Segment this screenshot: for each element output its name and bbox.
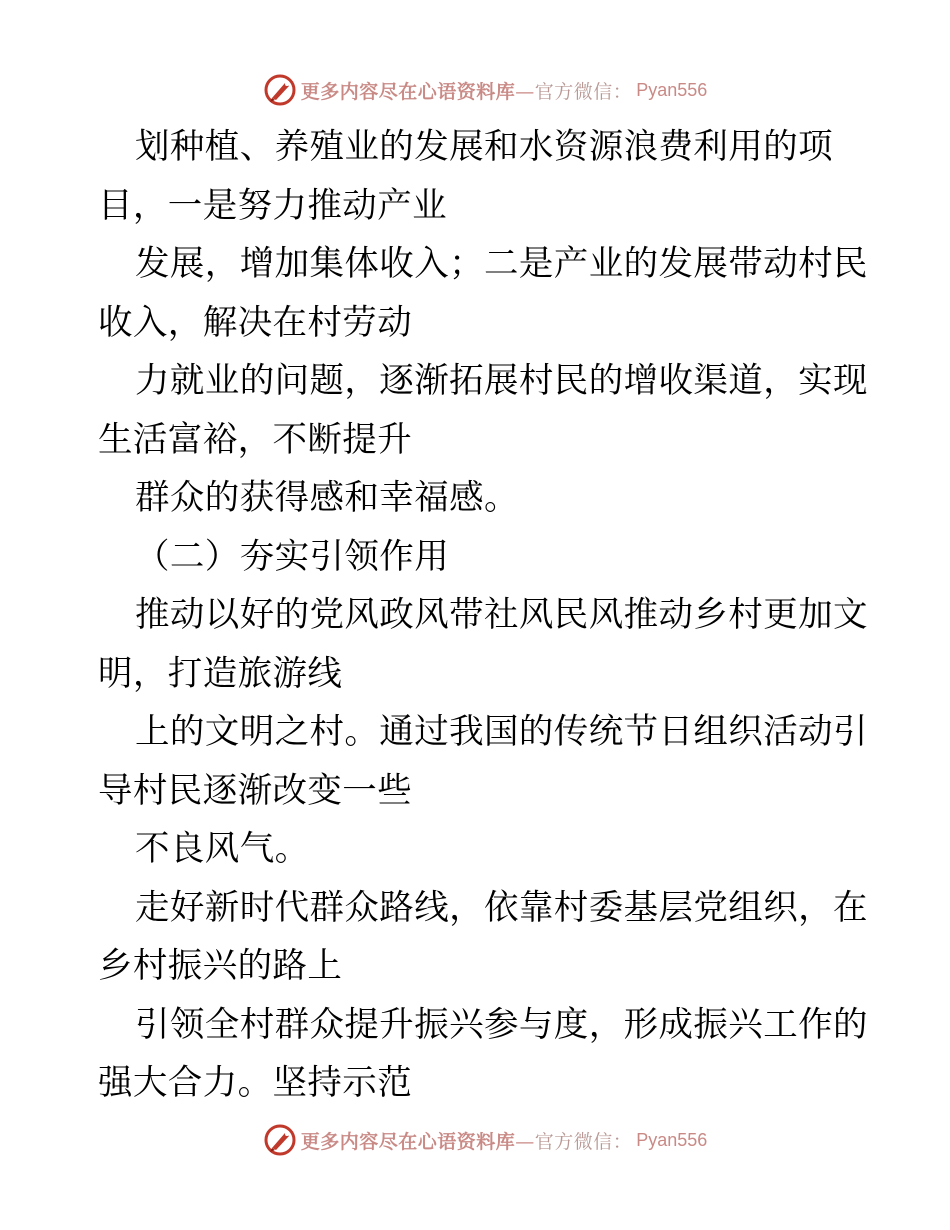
text-line: 目，一是努力推动产业	[98, 185, 447, 226]
text-line: 走好新时代群众路线，依靠村委基层党组织，在	[135, 887, 868, 928]
text-line: 引领全村群众提升振兴参与度，形成振兴工作的	[135, 1004, 868, 1045]
watermark-text	[301, 77, 633, 104]
watermark-brand: 更多内容尽在心语资料库	[300, 1130, 516, 1153]
text-line: 导村民逐渐改变一些	[98, 770, 413, 811]
footer-watermark	[0, 1122, 950, 1158]
text-line: 明，打造旅游线	[98, 653, 343, 694]
header-watermark	[0, 72, 950, 108]
watermark-group	[263, 1123, 708, 1157]
text-line: 力就业的问题，逐渐拓展村民的增收渠道，实现	[135, 361, 868, 401]
text-line: 收入，解决在村劳动	[98, 302, 413, 343]
text-line: 上的文明之村。通过我国的传统节日组织活动引	[135, 712, 868, 752]
watermark-account: Pyan556	[636, 1129, 708, 1150]
text-line: 发展，增加集体收入；二是产业的发展带动村民	[135, 244, 868, 284]
watermark-official: 官方微信：	[534, 1130, 633, 1153]
watermark-brand: 更多内容尽在心语资料库	[300, 80, 516, 103]
text-line: 乡村振兴的路上	[98, 946, 343, 986]
section-heading: （二）夯实引领作用	[135, 536, 450, 577]
text-line: 划种植、养殖业的发展和水资源浪费利用的项	[135, 127, 833, 167]
text-line: 强大合力。坚持示范	[98, 1063, 413, 1103]
watermark-text	[301, 1127, 633, 1154]
watermark-separator: —	[515, 80, 535, 103]
pen-logo-icon	[263, 73, 297, 107]
watermark-account: Pyan556	[636, 79, 708, 100]
text-line: 推动以好的党风政风带社风民风推动乡村更加文	[135, 595, 868, 635]
watermark-official: 官方微信：	[534, 80, 633, 103]
document-body	[98, 118, 868, 1113]
pen-logo-icon	[263, 1123, 297, 1157]
text-line: 生活富裕，不断提升	[98, 419, 413, 460]
text-line: 不良风气。	[135, 829, 310, 869]
watermark-separator: —	[515, 1130, 535, 1153]
watermark-group	[263, 73, 708, 107]
text-line: 群众的获得感和幸福感。	[135, 478, 519, 518]
